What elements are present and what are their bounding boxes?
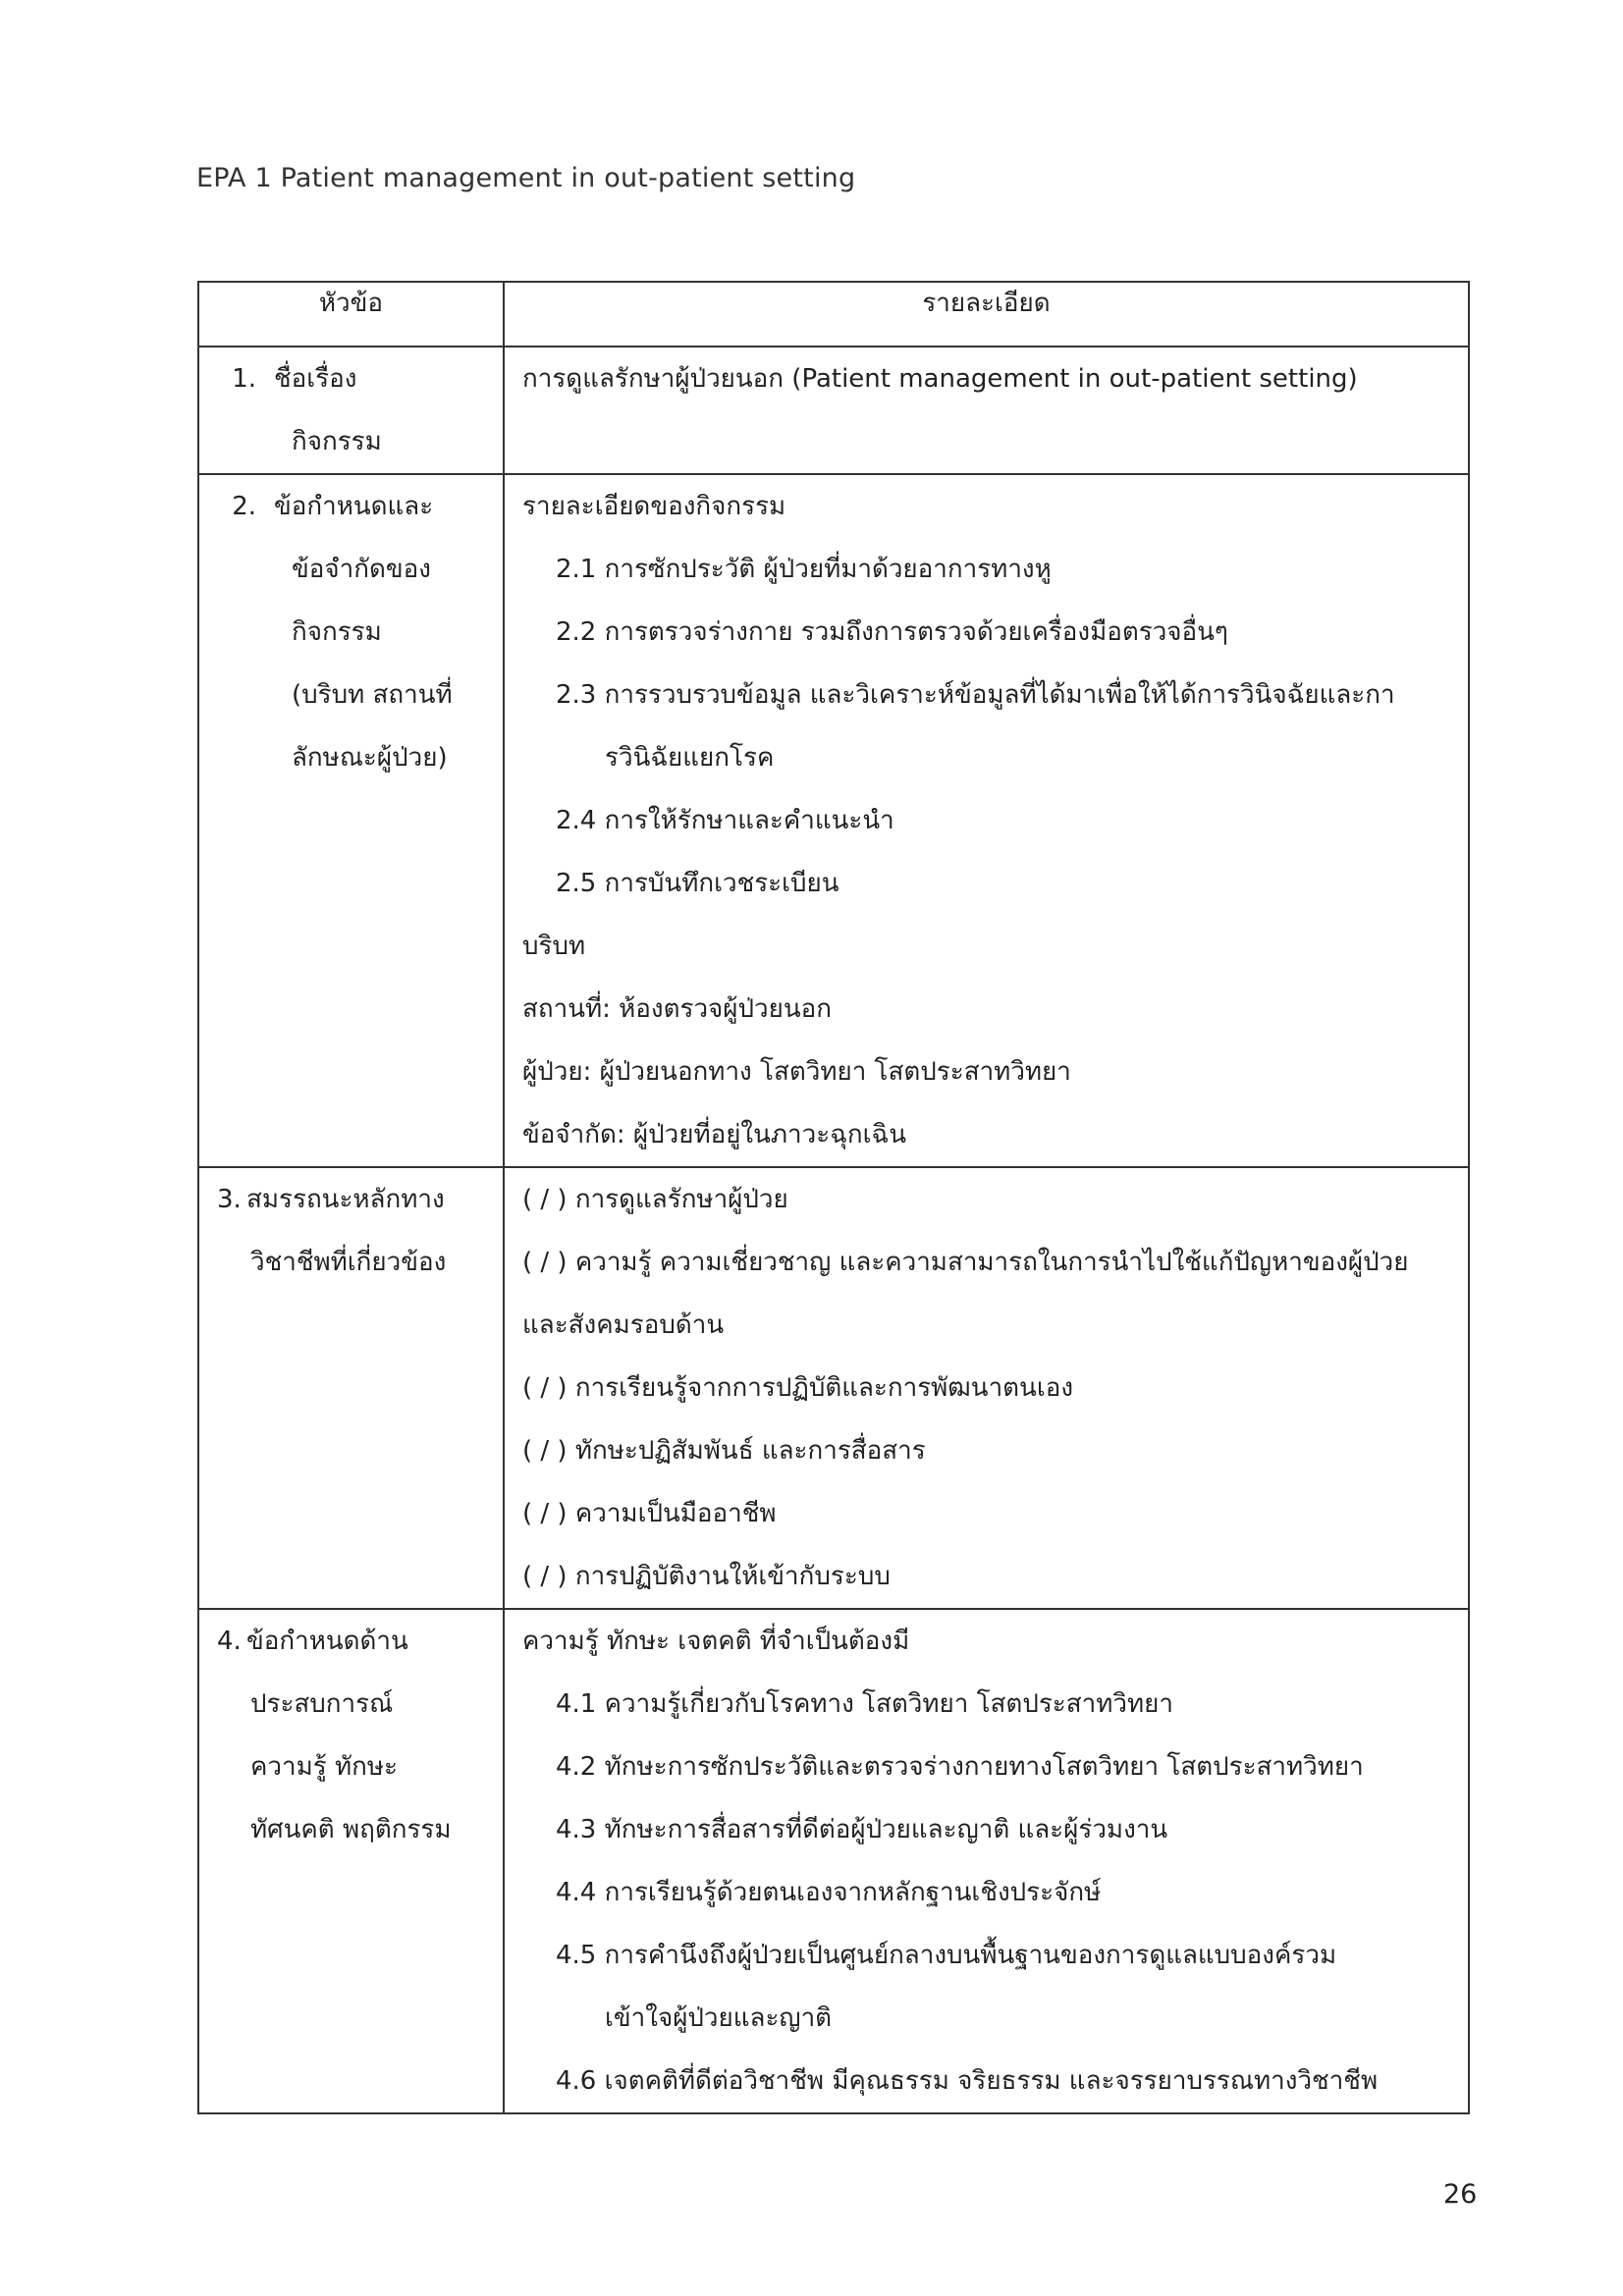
row-number: 3. (217, 1185, 242, 1214)
context-line: บริบท (522, 932, 586, 961)
detail-item: 4.3 ทักษะการสื่อสารที่ดีต่อผู้ป่วยและญาติ และผู้ร่วมงาน (556, 1815, 1168, 1844)
detail-heading: รายละเอียดของกิจกรรม (522, 492, 786, 521)
detail-item: 2.3 การรวบรวบข้อมูล และวิเคราะห์ข้อมูลที่ได้มาเพื่อให้ได้การวินิจฉัยและกา (556, 680, 1395, 710)
detail-item: 4.4 การเรียนรู้ด้วยตนเองจากหลักฐานเชิงประจักษ์ (556, 1878, 1102, 1907)
competency-item: ( / ) ความเป็นมืออาชีพ (522, 1499, 777, 1528)
detail-item: 4.2 ทักษะการซักประวัติและตรวจร่างกายทางโสตวิทยา โสตประสาทวิทยา (556, 1752, 1364, 1782)
topic-cell (198, 1609, 504, 2113)
details-cell (504, 1609, 1469, 2113)
detail-heading: ความรู้ ทักษะ เจตคติ ที่จำเป็นต้องมี (522, 1627, 910, 1656)
table-row (198, 347, 1469, 474)
detail-line: การดูแลรักษาผู้ป่วยนอก (Patient management in out-patient setting) (522, 364, 1358, 394)
epa-table (197, 281, 1470, 2114)
detail-item: 4.1 ความรู้เกี่ยวกับโรคทาง โสตวิทยา โสตประสาทวิทยา (556, 1689, 1173, 1719)
context-line: ข้อจำกัด: ผู้ป่วยที่อยู่ในภาวะฉุกเฉิน (522, 1120, 907, 1149)
topic-line: ข้อจำกัดของ (292, 555, 431, 584)
topic-line: ความรู้ ทักษะ (250, 1752, 398, 1782)
topic-cell (198, 474, 504, 1167)
topic-line: ทัศนคติ พฤติกรรม (250, 1815, 452, 1844)
detail-item: 2.4 การให้รักษาและคำแนะนำ (556, 806, 894, 835)
detail-item: เข้าใจผู้ป่วยและญาติ (605, 2003, 833, 2033)
topic-line: ข้อกำหนดและ (274, 492, 434, 521)
page-number: 26 (1443, 2179, 1478, 2210)
topic-cell (198, 1167, 504, 1609)
row-number: 1. (232, 364, 256, 394)
topic-line: ประสบการณ์ (250, 1689, 394, 1719)
table-header-row (198, 282, 1469, 347)
document-title: EPA 1 Patient management in out-patient setting (196, 163, 856, 193)
competency-item: และสังคมรอบด้าน (522, 1310, 725, 1340)
details-cell (504, 1167, 1469, 1609)
header-topic: หัวข้อ (198, 282, 504, 347)
detail-item: 4.5 การคำนึงถึงผู้ป่วยเป็นศูนย์กลางบนพื้นฐานของการดูแลแบบองค์รวม (556, 1941, 1337, 1970)
row-number: 2. (232, 492, 256, 521)
topic-cell (198, 347, 504, 474)
topic-line: ข้อกำหนดด้าน (246, 1627, 408, 1656)
detail-item: 2.2 การตรวจร่างกาย รวมถึงการตรวจด้วยเครื่องมือตรวจอื่นๆ (556, 617, 1228, 647)
topic-line: ลักษณะผู้ป่วย) (292, 743, 448, 773)
competency-item: ( / ) ความรู้ ความเชี่ยวชาญ และความสามารถในการนำไปใช้แก้ปัญหาของผู้ป่วย (522, 1248, 1409, 1277)
competency-item: ( / ) การปฏิบัติงานให้เข้ากับระบบ (522, 1562, 891, 1591)
topic-line: วิชาชีพที่เกี่ยวข้อง (250, 1248, 447, 1277)
topic-line: กิจกรรม (292, 617, 382, 647)
detail-item: รวินิฉัยแยกโรค (605, 743, 775, 773)
row-number: 4. (217, 1627, 242, 1656)
topic-line: ชื่อเรื่อง (274, 364, 357, 394)
header-details: รายละเอียด (504, 282, 1469, 347)
competency-item: ( / ) ทักษะปฏิสัมพันธ์ และการสื่อสาร (522, 1436, 926, 1466)
topic-line: (บริบท สถานที่ (292, 680, 453, 710)
competency-item: ( / ) การเรียนรู้จากการปฏิบัติและการพัฒนาตนเอง (522, 1373, 1074, 1403)
details-cell (504, 474, 1469, 1167)
details-cell (504, 347, 1469, 474)
context-line: สถานที่: ห้องตรวจผู้ป่วยนอก (522, 994, 832, 1024)
table-row (198, 1609, 1469, 2113)
detail-item: 2.1 การซักประวัติ ผู้ป่วยที่มาด้วยอาการทางหู (556, 555, 1052, 584)
detail-item: 2.5 การบันทึกเวชระเบียน (556, 869, 839, 898)
competency-item: ( / ) การดูแลรักษาผู้ป่วย (522, 1185, 788, 1214)
topic-line: กิจกรรม (292, 427, 382, 456)
topic-line: สมรรถนะหลักทาง (246, 1185, 445, 1214)
table-row (198, 1167, 1469, 1609)
detail-item: 4.6 เจตคติที่ดีต่อวิชาชีพ มีคุณธรรม จริยธรรม และจรรยาบรรณทางวิชาชีพ (556, 2066, 1379, 2096)
context-line: ผู้ป่วย: ผู้ป่วยนอกทาง โสตวิทยา โสตประสาทวิทยา (522, 1057, 1071, 1087)
table-row (198, 474, 1469, 1167)
